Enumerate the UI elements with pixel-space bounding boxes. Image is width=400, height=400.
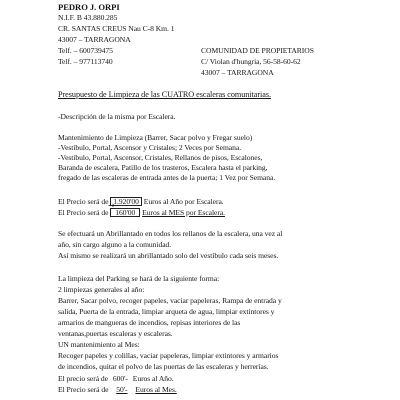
recipient-city: 43007 – TARRAGONA (201, 68, 274, 77)
parking-price-month-amount: 50'- (116, 385, 128, 394)
price-year-suffix: Euros al Año por Escalera. (143, 197, 224, 206)
recipient-name: COMUNIDAD DE PROPIETARIOS (201, 46, 314, 55)
parking-line: armarios de mangueras de incendios, repisas interiores de las (58, 318, 241, 327)
recipient-address: C/ Violan d'hungria, 56-58-60-62 (201, 57, 301, 66)
parking-line: La limpieza del Parking se hará de la siguiente forma: (58, 274, 220, 283)
sender-city: 43007 – TARRAGONA (58, 35, 131, 44)
price-year-prefix: El Precio será de (58, 197, 109, 206)
maintenance-line: -Vestíbulo, Portal, Ascensor y Cristales; 2 Veces por Semana. (58, 143, 242, 152)
price-month-prefix: El Precio será de (58, 208, 109, 217)
price-year-amount: 1.920'00 (110, 197, 142, 206)
parking-price-year-amount: 600'- (112, 374, 128, 383)
parking-line: Barrer, Sacar polvo, recoger papeles, vaciar papeleras, Rampa de entrada y (58, 296, 282, 305)
polish-line: Se efectuará un Abrillantado en todos los rellanos de la escalera, una vez al (58, 229, 283, 238)
parking-line: salida, Puerta de la entrada, limpiar arqueta de agua, limpiar extintores y (58, 307, 275, 316)
sender-name: PEDRO J. ORPI (58, 2, 120, 12)
parking-line: ventanas,puertas escaleras y escaleras. (58, 329, 173, 338)
parking-price-year-line (58, 375, 174, 383)
sender-tel-1: Telf. – 600739475 (58, 46, 113, 55)
price-year-line (58, 197, 224, 206)
price-month-amount: 160'00 (110, 208, 140, 217)
parking-price-month-line (58, 386, 177, 394)
maintenance-line: Mantenimiento de Limpieza (Barrer, Sacar polvo y Fregar suelo) (58, 133, 253, 142)
sender-nif: N.I.F. B 43.880.285 (58, 13, 118, 22)
parking-line: de incendios, quitar el polvo de las puertas de las escaleras y herrerías. (58, 362, 269, 371)
sender-address: CR. SANTAS CREUS Nau C-8 Km. 1 (58, 24, 175, 33)
price-month-line (58, 208, 225, 217)
handwritten-arrow-icon: → (108, 201, 115, 210)
parking-price-month-prefix: El Precio será de (58, 385, 109, 394)
sender-tel-2: Telf. – 977113740 (58, 57, 113, 66)
maintenance-line: Baranda de escalera, Patillo de los trasteros, Escalera hasta el parking, (58, 163, 268, 172)
parking-line: Recoger papeles y colillas, vaciar papeleras, limpiar extintores y armarios (58, 351, 279, 360)
polish-line: año, sin cargo alguno a la comunidad. (58, 240, 172, 249)
price-month-suffix: Euros al MES por Escalera. (142, 208, 226, 217)
maintenance-line: -Vestíbulo, Portal, Ascensor, Cristales, Rellanos de pisos, Escalones, (58, 153, 263, 162)
maintenance-line: fregado de las escaleras de entrada antes de la puerta; 1 Vez por Semana. (58, 173, 276, 182)
parking-price-month-suffix: Euros al Mes. (135, 385, 177, 394)
polish-line: Así mismo se realizará un abrillantado solo del vestíbulo cada seis meses. (58, 251, 279, 260)
parking-line: 2 limpiezas generales al año: (58, 285, 145, 294)
parking-line: UN mantenimiento al Mes: (58, 340, 140, 349)
parking-price-year-prefix: El precio será de (58, 374, 108, 383)
document-title: Presupuesto de Limpieza de las CUATRO escaleras comunitarias. (58, 90, 271, 99)
parking-price-year-suffix: Euros al Año. (132, 374, 174, 383)
intro-line: -Descripción de la misma por Escalera. (58, 112, 176, 121)
